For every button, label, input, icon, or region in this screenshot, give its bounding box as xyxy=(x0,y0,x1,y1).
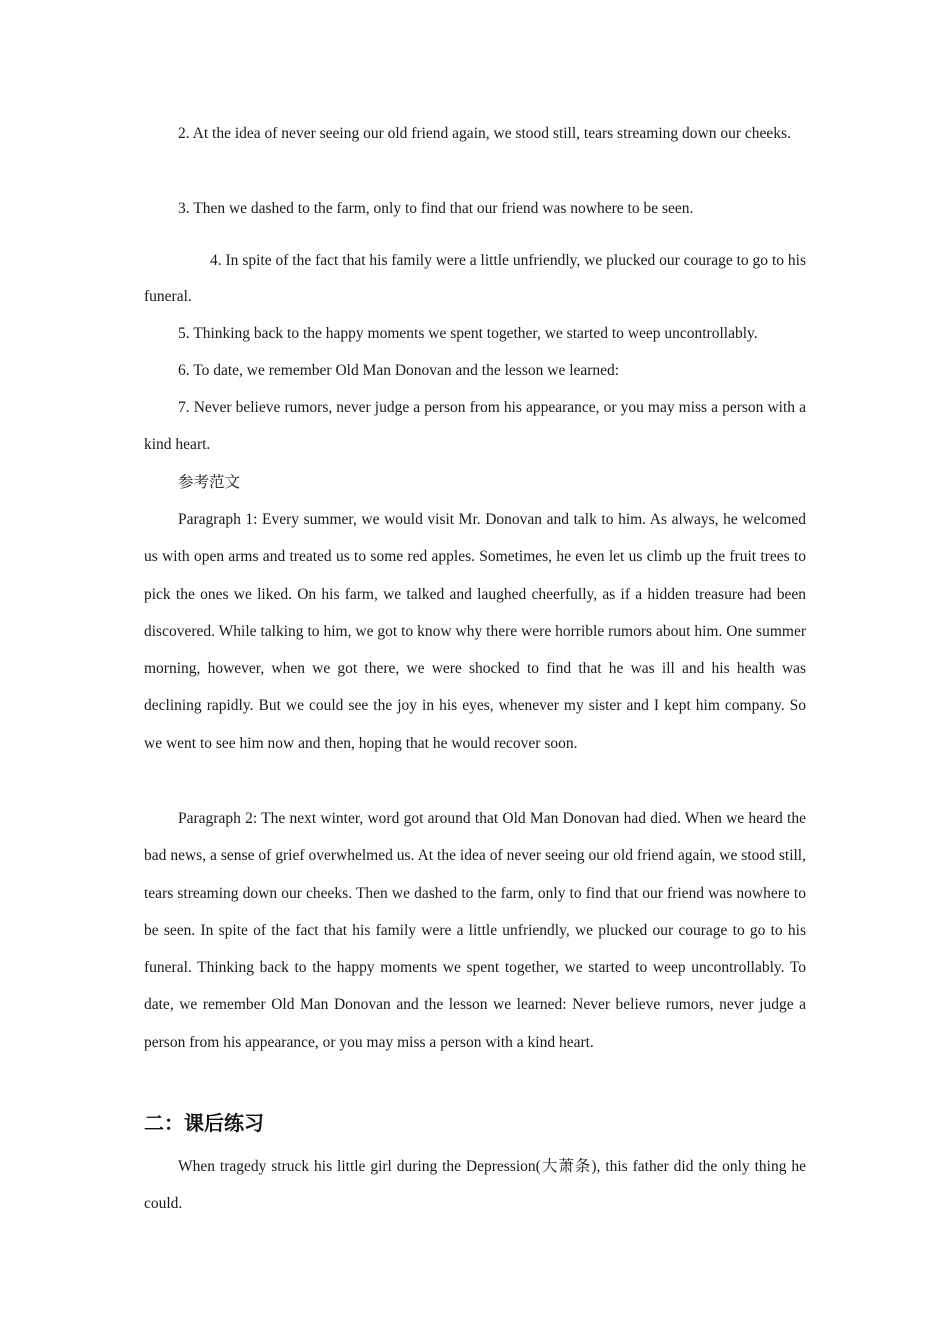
sample-paragraph-1: Paragraph 1: Every summer, we would visit Mr. Donovan and talk to him. As always, he welcomed us with open arms and treated us to some red apples. Sometimes, he even let us climb up the fruit trees to pick the ones we liked. On his farm, we talked and laughed cheerfully, as if a hidden treasure had been discovered. While talking to him, we got to know why there were horrible rumors about him. One summer morning, however, when we got there, we were shocked to find that he was ill and his health was declining rapidly. But we could see the joy in his eyes, whenever my sister and I kept him company. So we went to see him now and then, hoping that he would recover soon. xyxy=(144,511,806,752)
item-4: 4. In spite of the fact that his family were a little unfriendly, we plucked our courage to go to his funeral. xyxy=(144,252,806,305)
item-3: 3. Then we dashed to the farm, only to find that our friend was nowhere to be seen. xyxy=(178,200,694,217)
section-heading: 二：课后练习 xyxy=(144,1111,264,1135)
sample-paragraph-2: Paragraph 2: The next winter, word got around that Old Man Donovan had died. When we heard the bad news, a sense of grief overwhelmed us. At the idea of never seeing our old friend again, we stood still, tears streaming down our cheeks. Then we dashed to the farm, only to find that our friend was nowhere to be seen. In spite of the fact that his family were a little unfriendly, we plucked our courage to go to his funeral. Thinking back to the happy moments we spent together, we started to weep uncontrollably. To date, we remember Old Man Donovan and the lesson we learned: Never believe rumors, never judge a person from his appearance, or you may miss a person with a kind heart. xyxy=(144,810,806,1051)
item-6: 6. To date, we remember Old Man Donovan and the lesson we learned: xyxy=(178,362,620,379)
exercise-text: When tragedy struck his little girl during the Depression(大萧条), this father did the only thing he could. xyxy=(144,1158,806,1213)
item-7: 7. Never believe rumors, never judge a person from his appearance, or you may miss a person with a kind heart. xyxy=(144,399,806,454)
item-5: 5. Thinking back to the happy moments we spent together, we started to weep uncontrollably. xyxy=(178,325,758,342)
item-2: 2. At the idea of never seeing our old friend again, we stood still, tears streaming down our cheeks. xyxy=(178,125,791,142)
sample-label: 参考范文 xyxy=(178,474,241,491)
